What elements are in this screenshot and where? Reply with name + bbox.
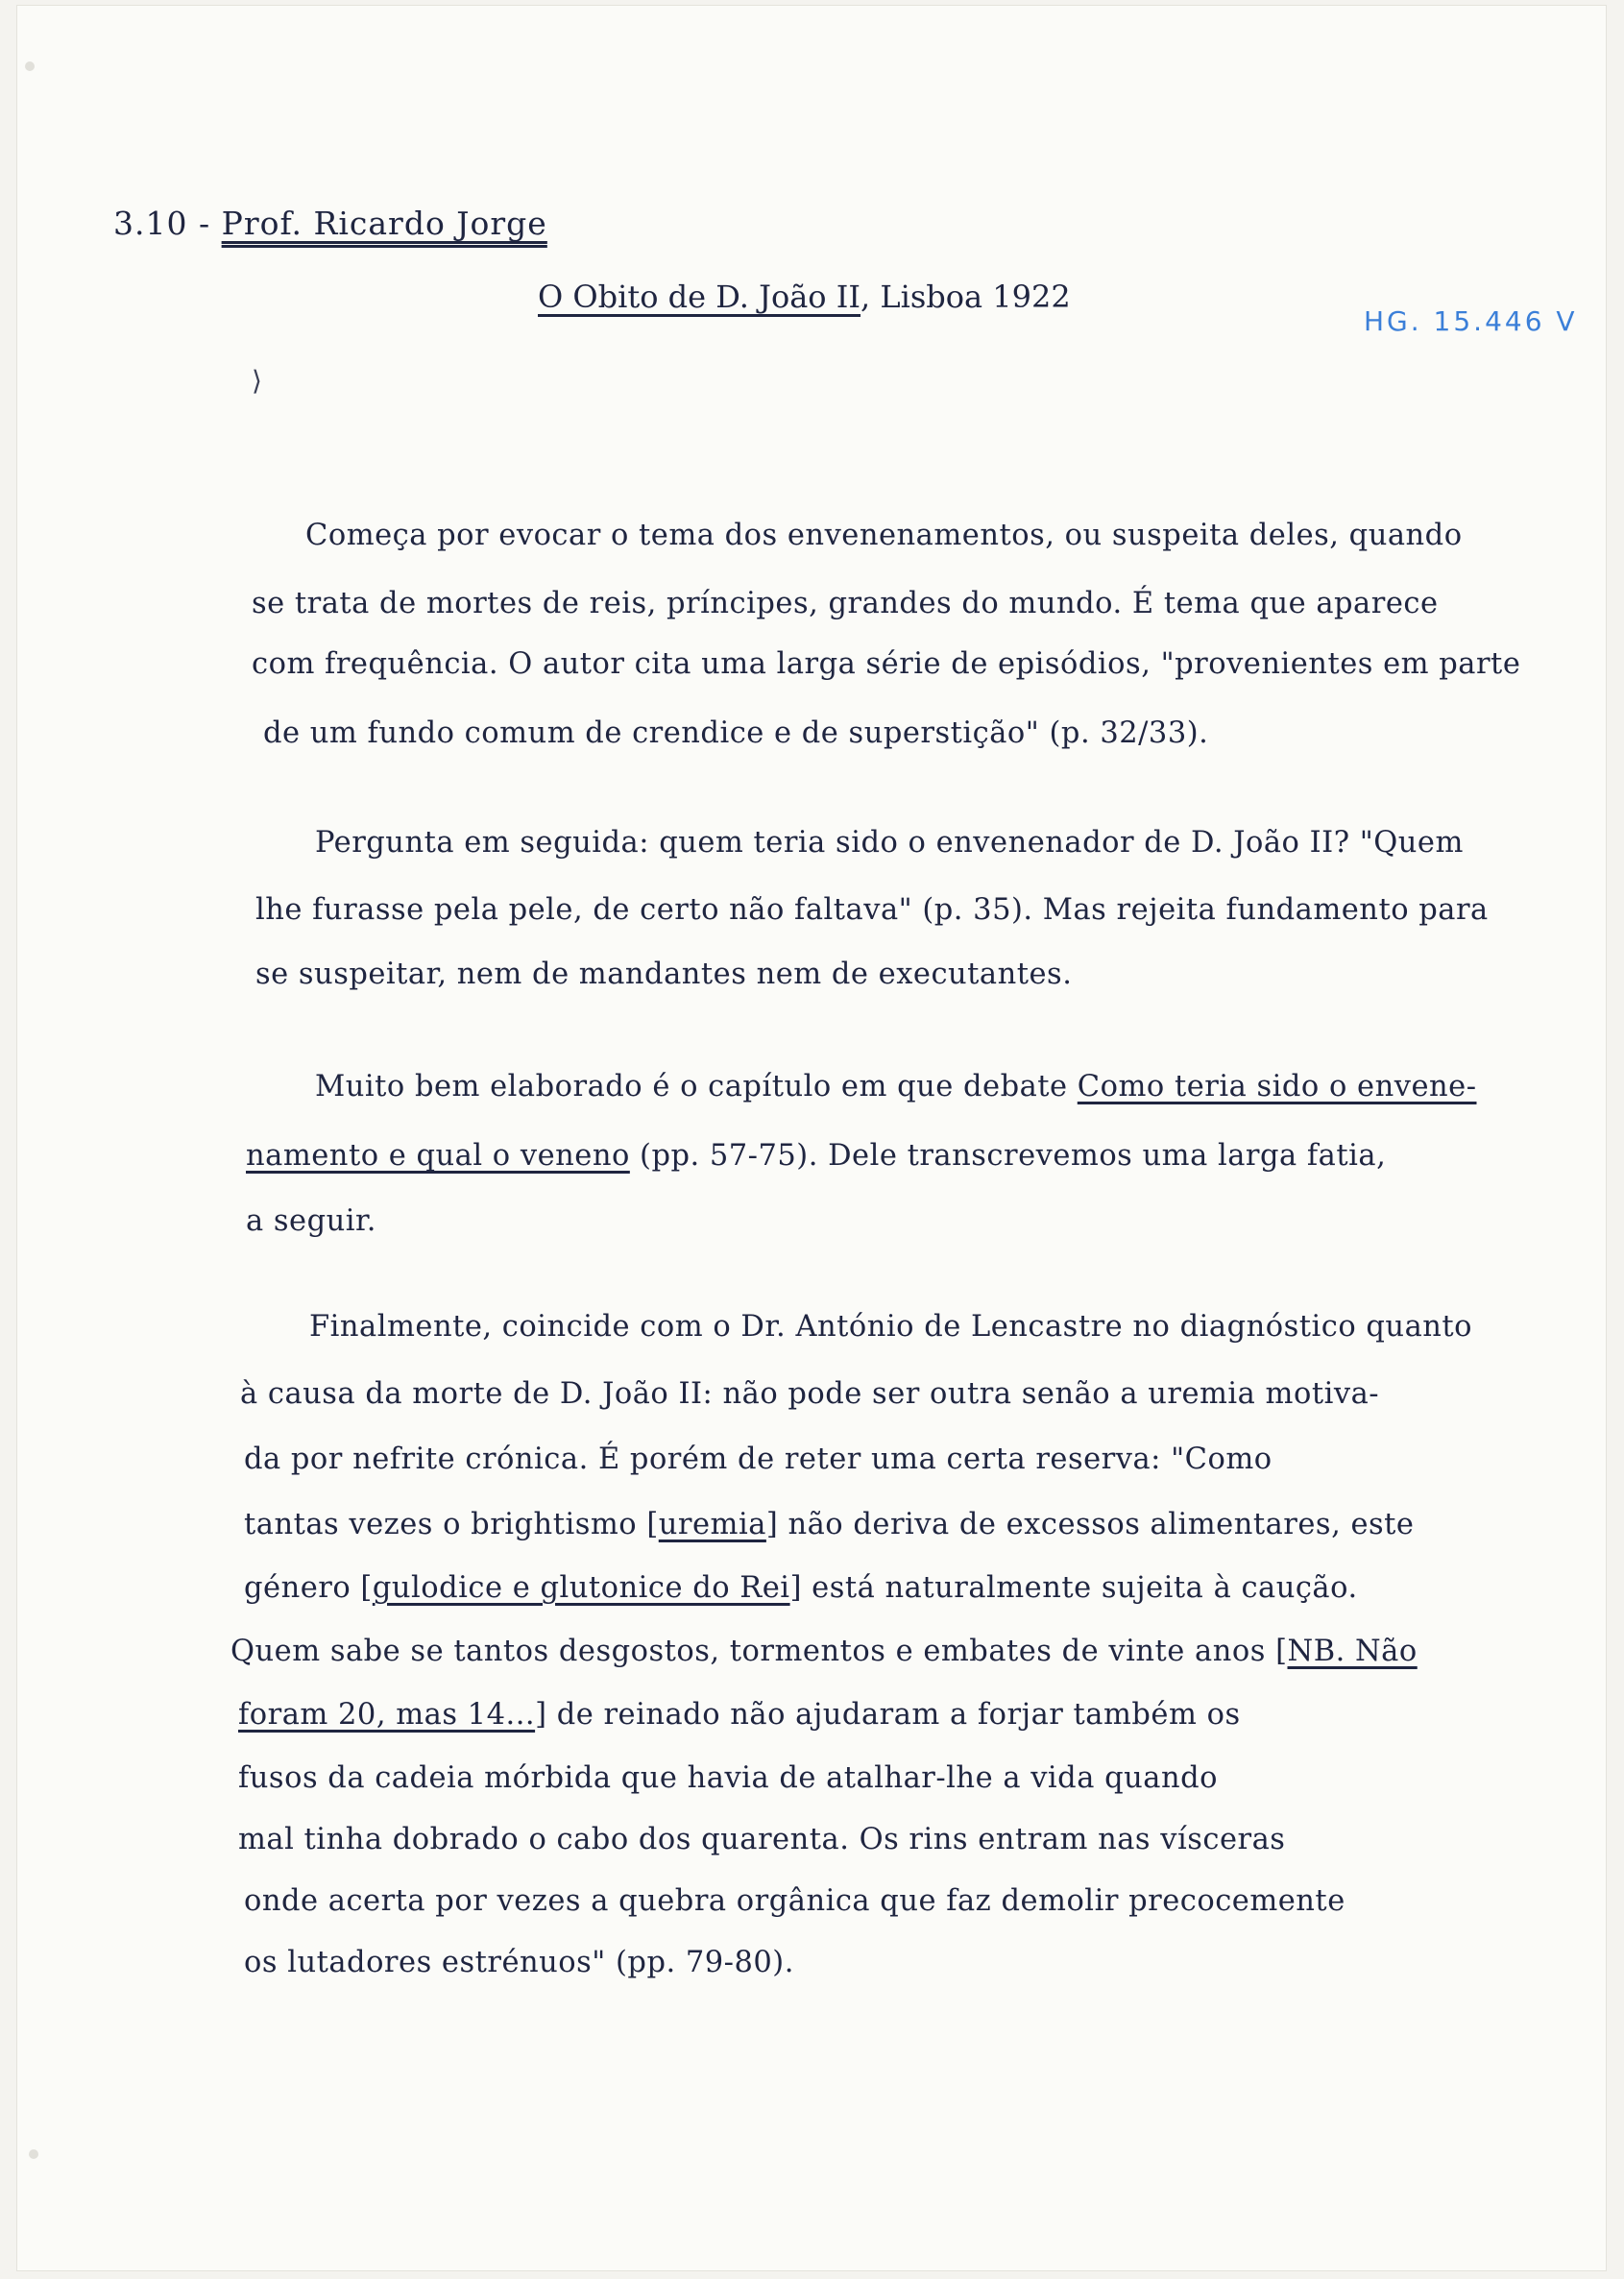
text-span: Muito bem elaborado é o capítulo em que debate [315,1070,1078,1103]
text-span: ] de reinado não ajudaram a forjar também os [535,1698,1241,1732]
text-line: mal tinha dobrado o cabo dos quarenta. Os rins entram nas vísceras [238,1823,1286,1856]
underlined-title: Como teria sido o envene- [1077,1070,1477,1103]
work-title: O Obito de D. João II [538,279,860,315]
text-line [244,1571,1358,1605]
text-span: género [ [244,1571,373,1605]
section-heading [113,205,547,242]
text-line: a seguir. [246,1204,376,1238]
text-line: lhe furasse pela pele, de certo não faltava" (p. 35). Mas rejeita fundamento para [255,893,1489,927]
text-line [230,1635,1418,1668]
manuscript-page [17,6,1606,2270]
text-line: Pergunta em seguida: quem teria sido o envenenador de D. João II? "Quem [315,826,1464,860]
underlined-insert: foram 20, mas 14... [238,1698,536,1732]
work-place-date: , Lisboa 1922 [860,279,1071,315]
punch-mark [29,2149,38,2159]
text-line [238,1698,1241,1732]
punch-mark [25,61,35,71]
underlined-insert: NB. Não [1287,1635,1418,1668]
underlined-insert: gulodice e glutonice do Rei [372,1571,790,1605]
text-line: à causa da morte de D. João II: não pode ser outra senão a uremia motiva- [240,1377,1380,1411]
text-line [246,1139,1386,1173]
margin-mark: ⟩ [252,365,262,397]
text-line: Finalmente, coincide com o Dr. António de Lencastre no diagnóstico quanto [309,1310,1473,1344]
underlined-insert: uremia [658,1508,766,1541]
text-line: da por nefrite crónica. É porém de reter uma certa reserva: "Como [244,1443,1273,1476]
section-number: 3.10 - [113,205,211,242]
underlined-title: namento e qual o veneno [246,1139,630,1173]
library-shelfmark: HG. 15.446 V [1364,305,1578,337]
text-line: onde acerta por vezes a quebra orgânica que faz demolir precocemente [244,1884,1345,1918]
text-line: de um fundo comum de crendice e de superstição" (p. 32/33). [263,716,1209,750]
text-span: ] não deriva de excessos alimentares, este [765,1508,1415,1541]
text-span: (pp. 57-75). Dele transcrevemos uma larga fatia, [629,1139,1387,1173]
text-line: se trata de mortes de reis, príncipes, grandes do mundo. É tema que aparece [252,587,1439,620]
work-reference [538,279,1071,315]
text-line: Começa por evocar o tema dos envenenamentos, ou suspeita deles, quando [305,519,1463,552]
text-line [244,1508,1414,1541]
text-line: se suspeitar, nem de mandantes nem de executantes. [255,958,1073,991]
text-span: Quem sabe se tantos desgostos, tormentos e embates de vinte anos [ [230,1635,1288,1668]
text-span: ] está naturalmente sujeita à caução. [789,1571,1358,1605]
author-name: Prof. Ricardo Jorge [221,205,547,242]
text-line [315,1070,1477,1103]
text-line: os lutadores estrénuos" (pp. 79-80). [244,1946,794,1979]
text-line: com frequência. O autor cita uma larga série de episódios, "provenientes em parte [252,647,1521,681]
text-span: tantas vezes o brightismo [ [244,1508,659,1541]
text-line: fusos da cadeia mórbida que havia de atalhar-lhe a vida quando [238,1761,1218,1795]
